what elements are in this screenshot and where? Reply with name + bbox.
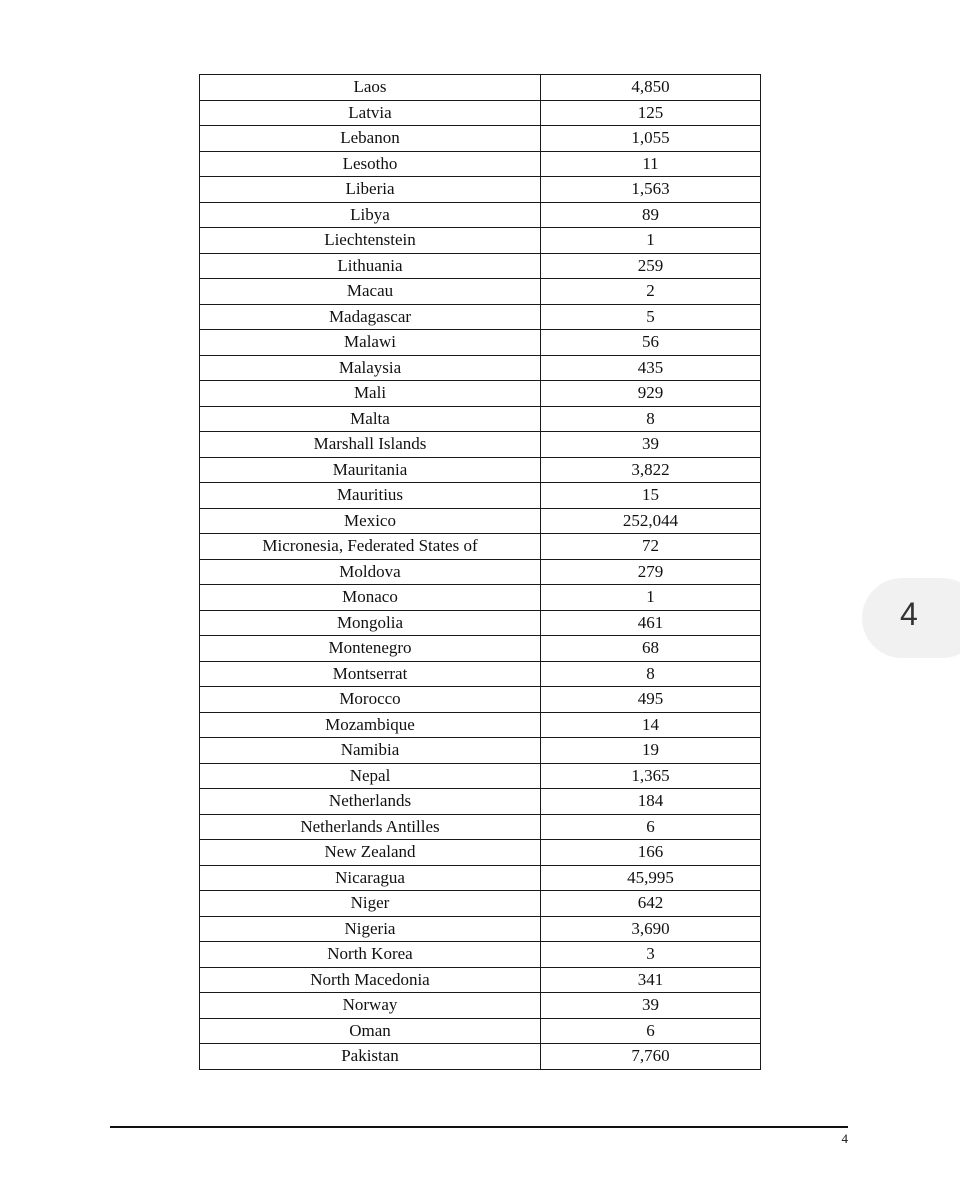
country-cell: Montserrat <box>200 661 541 687</box>
count-cell: 4,850 <box>541 75 761 101</box>
table-row <box>200 304 761 330</box>
country-cell: Liechtenstein <box>200 228 541 254</box>
count-cell: 184 <box>541 789 761 815</box>
country-cell: Liberia <box>200 177 541 203</box>
country-cell: Malaysia <box>200 355 541 381</box>
country-cell: Marshall Islands <box>200 432 541 458</box>
table-row <box>200 814 761 840</box>
count-cell: 6 <box>541 1018 761 1044</box>
table-row <box>200 432 761 458</box>
table-row <box>200 330 761 356</box>
country-cell: Malawi <box>200 330 541 356</box>
table-row <box>200 559 761 585</box>
country-cell: Morocco <box>200 687 541 713</box>
count-cell: 45,995 <box>541 865 761 891</box>
table-row <box>200 687 761 713</box>
count-cell: 6 <box>541 814 761 840</box>
country-cell: Nicaragua <box>200 865 541 891</box>
count-cell: 14 <box>541 712 761 738</box>
table-row <box>200 865 761 891</box>
country-cell: Nigeria <box>200 916 541 942</box>
count-cell: 461 <box>541 610 761 636</box>
count-cell: 8 <box>541 406 761 432</box>
country-cell: Netherlands Antilles <box>200 814 541 840</box>
page-indicator-badge[interactable] <box>862 578 960 658</box>
country-cell: Mexico <box>200 508 541 534</box>
count-cell: 259 <box>541 253 761 279</box>
table-row <box>200 610 761 636</box>
table-row <box>200 483 761 509</box>
table-row <box>200 585 761 611</box>
table-row <box>200 840 761 866</box>
count-cell: 642 <box>541 891 761 917</box>
country-cell: North Macedonia <box>200 967 541 993</box>
table-row <box>200 279 761 305</box>
country-count-table <box>199 74 761 1070</box>
table-row <box>200 712 761 738</box>
country-cell: Mali <box>200 381 541 407</box>
count-cell: 1 <box>541 585 761 611</box>
table-row <box>200 406 761 432</box>
count-cell: 15 <box>541 483 761 509</box>
count-cell: 125 <box>541 100 761 126</box>
count-cell: 56 <box>541 330 761 356</box>
count-cell: 279 <box>541 559 761 585</box>
country-cell: Madagascar <box>200 304 541 330</box>
count-cell: 19 <box>541 738 761 764</box>
table-row <box>200 100 761 126</box>
count-cell: 11 <box>541 151 761 177</box>
country-cell: Nepal <box>200 763 541 789</box>
country-cell: Oman <box>200 1018 541 1044</box>
count-cell: 3 <box>541 942 761 968</box>
table-row <box>200 661 761 687</box>
count-cell: 929 <box>541 381 761 407</box>
table-row <box>200 534 761 560</box>
table-row <box>200 355 761 381</box>
country-cell: Namibia <box>200 738 541 764</box>
count-cell: 341 <box>541 967 761 993</box>
table-row <box>200 967 761 993</box>
count-cell: 3,690 <box>541 916 761 942</box>
country-cell: Monaco <box>200 585 541 611</box>
page-number: 4 <box>841 1131 848 1146</box>
table-row <box>200 508 761 534</box>
count-cell: 7,760 <box>541 1044 761 1070</box>
count-cell: 72 <box>541 534 761 560</box>
country-cell: Moldova <box>200 559 541 585</box>
table-row <box>200 253 761 279</box>
country-cell: Netherlands <box>200 789 541 815</box>
country-cell: Montenegro <box>200 636 541 662</box>
count-cell: 89 <box>541 202 761 228</box>
count-cell: 435 <box>541 355 761 381</box>
table-row <box>200 381 761 407</box>
table-row <box>200 942 761 968</box>
table-row <box>200 75 761 101</box>
count-cell: 2 <box>541 279 761 305</box>
country-cell: Lebanon <box>200 126 541 152</box>
count-cell: 8 <box>541 661 761 687</box>
country-cell: Micronesia, Federated States of <box>200 534 541 560</box>
country-cell: Niger <box>200 891 541 917</box>
table-row <box>200 457 761 483</box>
count-cell: 1 <box>541 228 761 254</box>
table-row <box>200 916 761 942</box>
country-cell: Mauritania <box>200 457 541 483</box>
table-row <box>200 738 761 764</box>
table-row <box>200 891 761 917</box>
country-cell: Libya <box>200 202 541 228</box>
count-cell: 68 <box>541 636 761 662</box>
country-cell: Macau <box>200 279 541 305</box>
count-cell: 39 <box>541 993 761 1019</box>
country-cell: New Zealand <box>200 840 541 866</box>
country-cell: Norway <box>200 993 541 1019</box>
table-row <box>200 1044 761 1070</box>
country-cell: Mongolia <box>200 610 541 636</box>
count-cell: 3,822 <box>541 457 761 483</box>
count-cell: 252,044 <box>541 508 761 534</box>
country-cell: Laos <box>200 75 541 101</box>
table-row <box>200 1018 761 1044</box>
count-cell: 39 <box>541 432 761 458</box>
count-cell: 5 <box>541 304 761 330</box>
table-row <box>200 228 761 254</box>
table-row <box>200 789 761 815</box>
country-cell: Pakistan <box>200 1044 541 1070</box>
table-row <box>200 993 761 1019</box>
table-row <box>200 202 761 228</box>
country-cell: Mozambique <box>200 712 541 738</box>
country-cell: North Korea <box>200 942 541 968</box>
count-cell: 166 <box>541 840 761 866</box>
table-row <box>200 126 761 152</box>
count-cell: 1,563 <box>541 177 761 203</box>
footer-rule <box>110 1126 848 1128</box>
page-indicator-label: 4 <box>900 596 918 632</box>
table-row <box>200 151 761 177</box>
count-cell: 1,055 <box>541 126 761 152</box>
table-row <box>200 177 761 203</box>
country-cell: Malta <box>200 406 541 432</box>
country-cell: Mauritius <box>200 483 541 509</box>
table-row <box>200 763 761 789</box>
table-body <box>200 75 761 1070</box>
count-cell: 1,365 <box>541 763 761 789</box>
table-row <box>200 636 761 662</box>
count-cell: 495 <box>541 687 761 713</box>
country-cell: Lesotho <box>200 151 541 177</box>
country-cell: Latvia <box>200 100 541 126</box>
country-cell: Lithuania <box>200 253 541 279</box>
